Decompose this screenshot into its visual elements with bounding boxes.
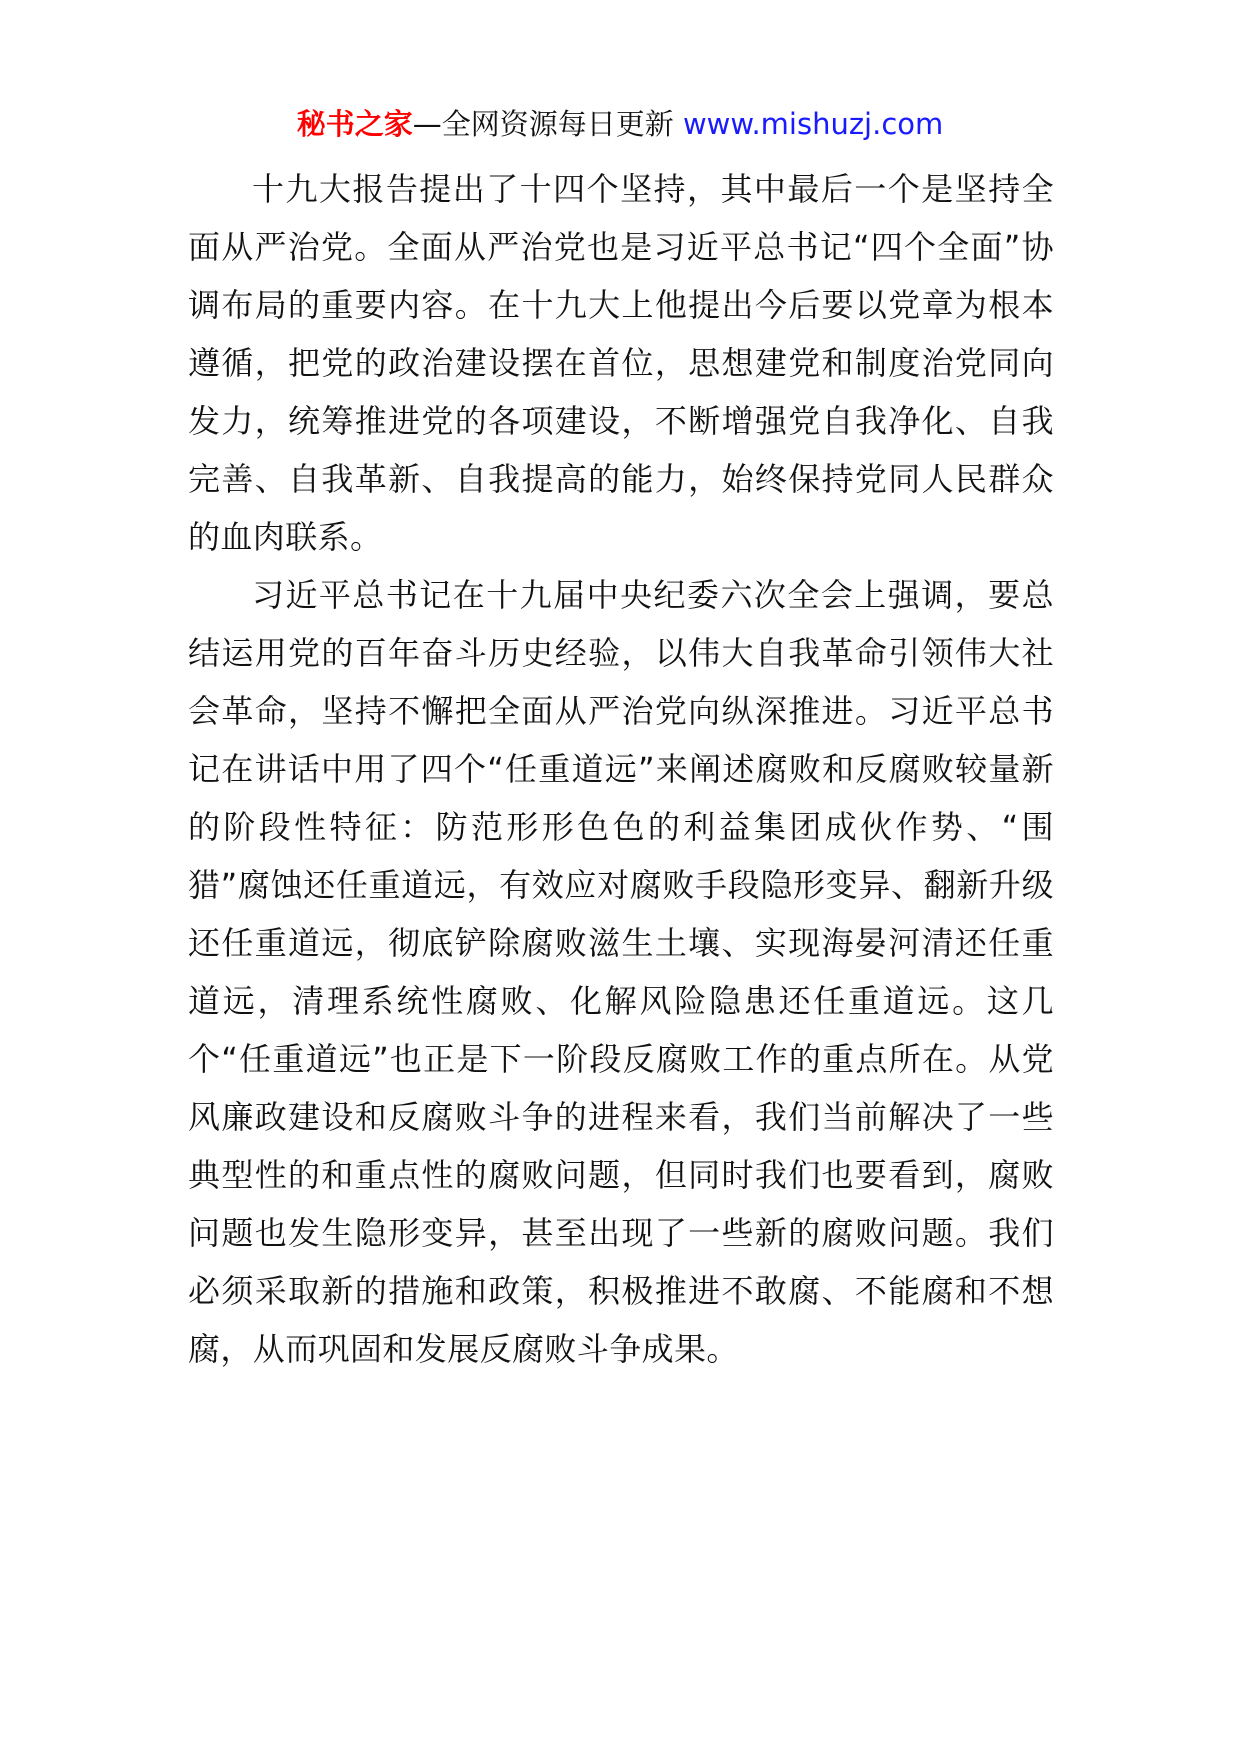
paragraph-2: 习近平总书记在十九届中央纪委六次全会上强调，要总结运用党的百年奋斗历史经验，以伟大自我革命引领伟大社会革命，坚持不懈把全面从严治党向纵深推进。习近平总书记在讲话中用了四个“任重道远”来阐述腐败和反腐败较量新的阶段性特征：防范形形色色的利益集团成伙作势、“围猎”腐蚀还任重道远，有效应对腐败手段隐形变异、翻新升级还任重道远，彻底铲除腐败滋生土壤、实现海晏河清还任重道远，清理系统性腐败、化解风险隐患还任重道远。这几个“任重道远”也正是下一阶段反腐败工作的重点所在。从党风廉政建设和反腐败斗争的进程来看，我们当前解决了一些典型性的和重点性的腐败问题，但同时我们也要看到，腐败问题也发生隐形变异，甚至出现了一些新的腐败问题。我们必须采取新的措施和政策，积极推进不敢腐、不能腐和不想腐，从而巩固和发展反腐败斗争成果。 [188,576,1054,1368]
paragraph-1: 十九大报告提出了十四个坚持，其中最后一个是坚持全面从严治党。全面从严治党也是习近平总书记“四个全面”协调布局的重要内容。在十九大上他提出今后要以党章为根本遵循，把党的政治建设摆在首位，思想建党和制度治党同向发力，统筹推进党的各项建设，不断增强党自我净化、自我完善、自我革新、自我提高的能力，始终保持党同人民群众的血肉联系。 [188,170,1054,556]
header-slogan: —全网资源每日更新 [412,107,683,141]
page-header [0,100,1240,148]
website-link[interactable]: www.mishuzj.com [682,107,944,141]
document-body [188,160,1054,1378]
brand-name: 秘书之家 [296,107,413,141]
